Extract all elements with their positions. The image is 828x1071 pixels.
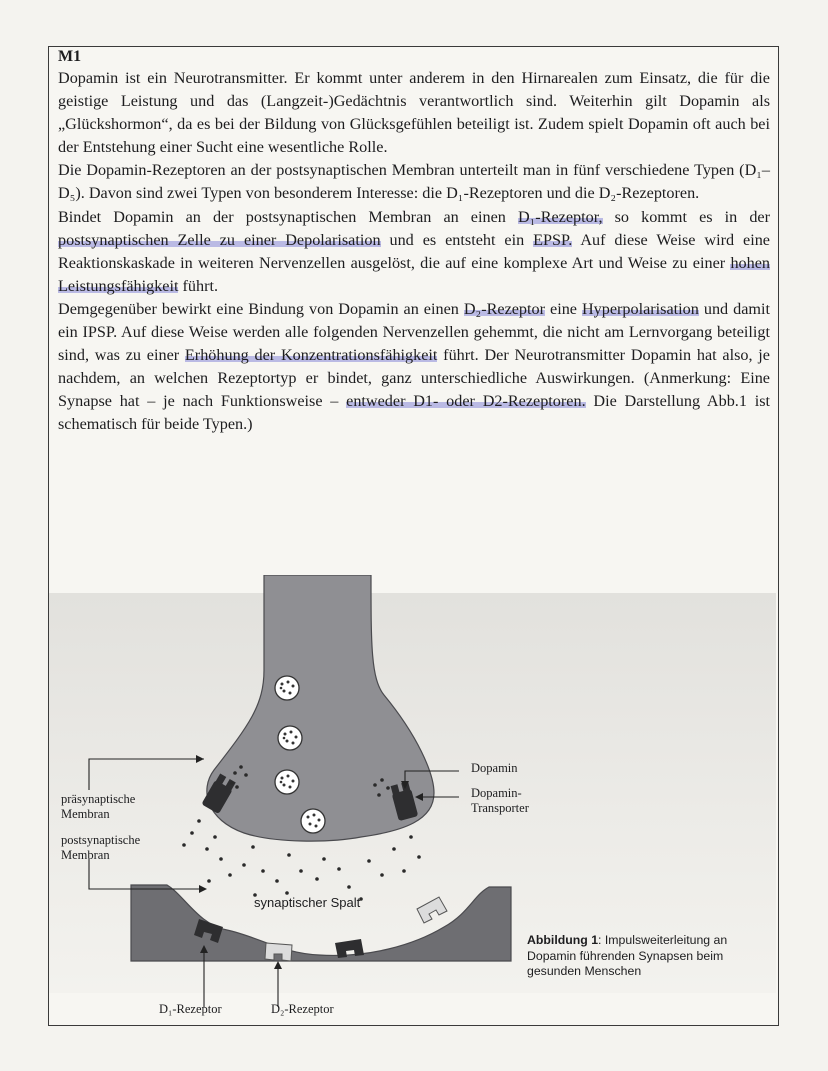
label-praesyn-line2: Membran [61, 807, 110, 821]
caption-text: : Impulsweiterleitung an Dopamin führenden Synapsen beim gesunden Menschen [527, 933, 728, 978]
p3-highlight-3: EPSP. [533, 230, 573, 249]
label-transporter [471, 786, 529, 816]
vesicle-1 [275, 676, 299, 700]
label-postsyn-line2: Membran [61, 848, 110, 862]
label-transporter-line1: Dopamin- [471, 786, 522, 800]
p3-highlight-4: hohen Leistungsfähigkeit [58, 253, 770, 295]
p4-highlight-3: Erhöhung der Konzentrationsfähigkeit [184, 346, 438, 365]
p3-text-1: Bindet Dopamin an der postsynaptischen Membran an einen [58, 207, 518, 226]
p3-highlight-1: D₁-Rezeptor, [517, 207, 603, 226]
p4-text-1: Demgegenüber bewirkt eine Bindung von Dopamin an einen [58, 299, 464, 318]
p4-highlight-2: Hyperpolarisation [581, 299, 699, 318]
p3-text-3: und es entsteht ein [380, 230, 534, 249]
p3-highlight-2: postsynaptischen Zelle zu einer Depolarisation [58, 230, 381, 249]
paragraph-2: Die Dopamin-Rezeptoren an der postsynaptischen Membran unterteilt man in fünf verschiedene Typen (D₁–D₅). Davon sind zwei Typen von besonderem Interesse: die D₁-Rezeptoren und die D₂-Rezeptoren. [58, 161, 770, 203]
section-heading: M1 [58, 48, 82, 65]
vesicle-2 [278, 726, 302, 750]
label-postsyn-line1: postsynaptische [61, 833, 141, 847]
label-transporter-line2: Transporter [471, 801, 529, 815]
label-dopamin: Dopamin [471, 761, 518, 775]
label-d2-receptor: D₂-Rezeptor [271, 1002, 334, 1016]
text-block [58, 47, 770, 437]
figure-caption [527, 933, 767, 980]
p3-text-4: Auf diese Weise wird eine Reaktionskaskade in weiteren Nervenzellen ausgelöst, die auf eine komplexe Art und Weise zu einer [58, 230, 770, 272]
vesicle-3 [275, 770, 299, 794]
p4-text-2: eine [545, 299, 582, 318]
paragraph-4 [58, 298, 770, 437]
label-d1-receptor: D₁-Rezeptor [159, 1002, 222, 1016]
paragraph-1: Dopamin ist ein Neurotransmitter. Er kommt unter anderem in den Hirnarealen zum Einsatz, die für die geistige Leistung und das (Langzeit-)Gedächtnis verantwortlich sind. Weiterhin gilt Dopamin als „Glückshormon“, da es bei der Bildung von Glücksgefühlen beteiligt ist. Zudem spielt Dopamin oft auch bei der Entstehung einer Sucht eine wesentliche Rolle. [58, 69, 770, 157]
p3-text-2: so kommt es in der [602, 207, 770, 226]
label-praesyn [61, 792, 135, 822]
label-synaptic-cleft: synaptischer Spalt [254, 895, 361, 910]
p4-highlight-1: D₂-Rezeptor [463, 299, 546, 318]
label-postsyn [61, 833, 140, 863]
p4-text-3: und damit ein IPSP. Auf diese Weise werden alle folgenden Nervenzellen gehemmt, die nicht am Lernvorgang beteiligt sind, was zu einer [58, 299, 770, 365]
p4-text-4: führt. Der Neurotransmitter Dopamin hat also, je nachdem, an welchen Rezeptortyp er bindet, ganz unterschiedliche Auswirkungen. (Anmerkung: Eine Synapse hat – je nach Funktionsweise – [58, 346, 770, 411]
label-praesyn-line1: präsynaptische [61, 792, 136, 806]
p3-text-5: führt. [178, 276, 219, 295]
vesicle-4 [301, 809, 325, 833]
synapse-figure [49, 575, 776, 1023]
p4-highlight-4: entweder D1- oder D2-Rezeptoren. [346, 392, 586, 411]
p4-text-5: Die Darstellung Abb.1 ist schematisch für beide Typen.) [58, 392, 770, 434]
paragraph-3 [58, 206, 770, 298]
caption-title: Abbildung 1 [527, 933, 599, 947]
